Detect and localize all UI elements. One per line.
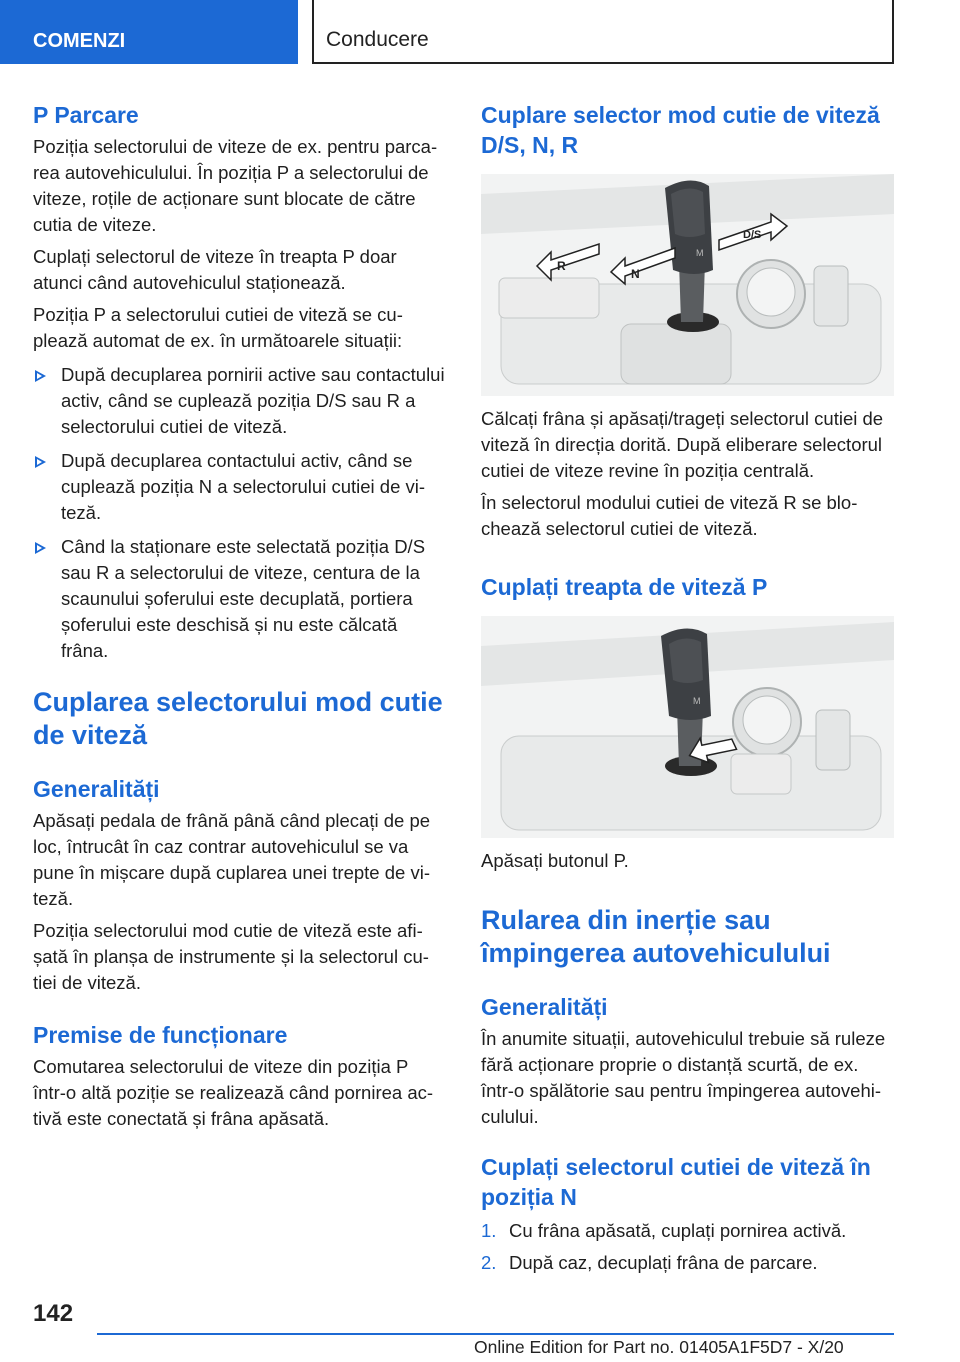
list-item: După decuplarea pornirii active sau contactului activ, când se cuplează poziția D/S sau R a selectorului cutiei de viteză. [33,362,446,440]
right-column [481,100,894,1282]
label-r: R [557,259,566,273]
p-parking-text-1: Poziția selectorului de viteze de ex. pentru parcarea autovehiculului. În poziția P a selectorului de viteze, roțile de acționare sunt blocate de către cutia de viteze. [33,136,438,235]
selector-heading: Cuplare selector mod cutie de viteză D/S, N, R [481,102,880,158]
triangle-bullet-icon [35,542,46,554]
svg-text:M: M [693,696,701,706]
coasting-heading: Rularea din inerție sau împingerea autovehiculului [481,905,831,968]
general-text-right: În anumite situații, autovehiculul trebuie să ruleze fără acționare proprie o distanță scurtă, de ex. într-o spălătorie sau pentru împingerea autovehiculului. [481,1028,886,1127]
selector-text-2: În selectorul modului cutiei de viteză R se blochează selectorul cutiei de viteză. [481,492,858,539]
p-parking-text-3: Poziția P a selectorului cutiei de viteză se cuplează automat de ex. în următoarele situații: [33,304,403,351]
selector-text-1: Călcați frâna și apăsați/trageți selectorul cutiei de viteză în direcția dorită. După eliberare selectorul cutiei de viteze revine în poziția centrală. [481,408,884,481]
p-parking-text-2: Cuplați selectorul de viteze în treapta P doar atunci când autovehiculul staționează. [33,246,397,293]
label-n: N [631,267,640,281]
left-column [33,100,446,1132]
list-item: 2. După caz, decuplați frâna de parcare. [481,1252,818,1273]
gear-selector-illustration-drs [481,174,894,396]
svg-text:M: M [696,248,704,258]
general-text-2: Poziția selectorului mod cutie de viteză este afișată în planșa de instrumente și la selectorul cutiei de viteză. [33,920,429,993]
general-text-1: Apăsați pedala de frână până când plecați de pe loc, întrucât în caz contrar autovehiculul se va pune în mișcare după cuplarea unei trepte de viteză. [33,810,431,909]
page-number: 142 [33,1300,74,1327]
general-heading-right: Generalități [481,994,608,1020]
neutral-heading: Cuplați selectorul cutiei de viteză în poziția N [481,1154,871,1210]
gear-selection-heading: Cuplarea selectorului mod cutie de viteză [33,687,443,750]
section-header [312,0,894,64]
p-parking-heading: P Parcare [33,102,139,128]
list-item: Când la staționare este selectată poziția D/S sau R a selectorului de viteze, centura de la scaunului șoferului este decuplată, portiera șoferului este deschisă și nu este călcată frâna. [33,534,446,664]
chapter-tab[interactable] [0,0,298,64]
triangle-bullet-icon [35,456,46,468]
triangle-bullet-icon [35,370,46,382]
edition-text: Online Edition for Part no. 01405A1F5D7 - X/20 [474,1337,844,1357]
prerequisites-text: Comutarea selectorului de viteze din poziția P într-o altă poziție se realizează când pornirea activă este conectată și frâna apăsată. [33,1056,434,1129]
list-item: 1. Cu frâna apăsată, cuplați pornirea activă. [481,1220,847,1241]
section-title: Conducere [326,28,429,51]
chapter-title: COMENZI [33,30,126,52]
gear-selector-illustration-p [481,616,894,838]
footer-divider [97,1333,894,1335]
prerequisites-heading: Premise de funcționare [33,1022,288,1048]
park-text: Apăsați butonul P. [481,850,629,871]
label-ds: D/S [743,229,762,241]
park-heading: Cuplați treapta de viteză P [481,574,768,600]
neutral-steps-list [481,1218,894,1276]
list-item: După decuplarea contactului activ, când se cuplează poziția N a selectorului cutiei de viteză. [33,448,446,526]
general-heading: Generalități [33,776,160,802]
p-parking-conditions-list [33,362,446,664]
